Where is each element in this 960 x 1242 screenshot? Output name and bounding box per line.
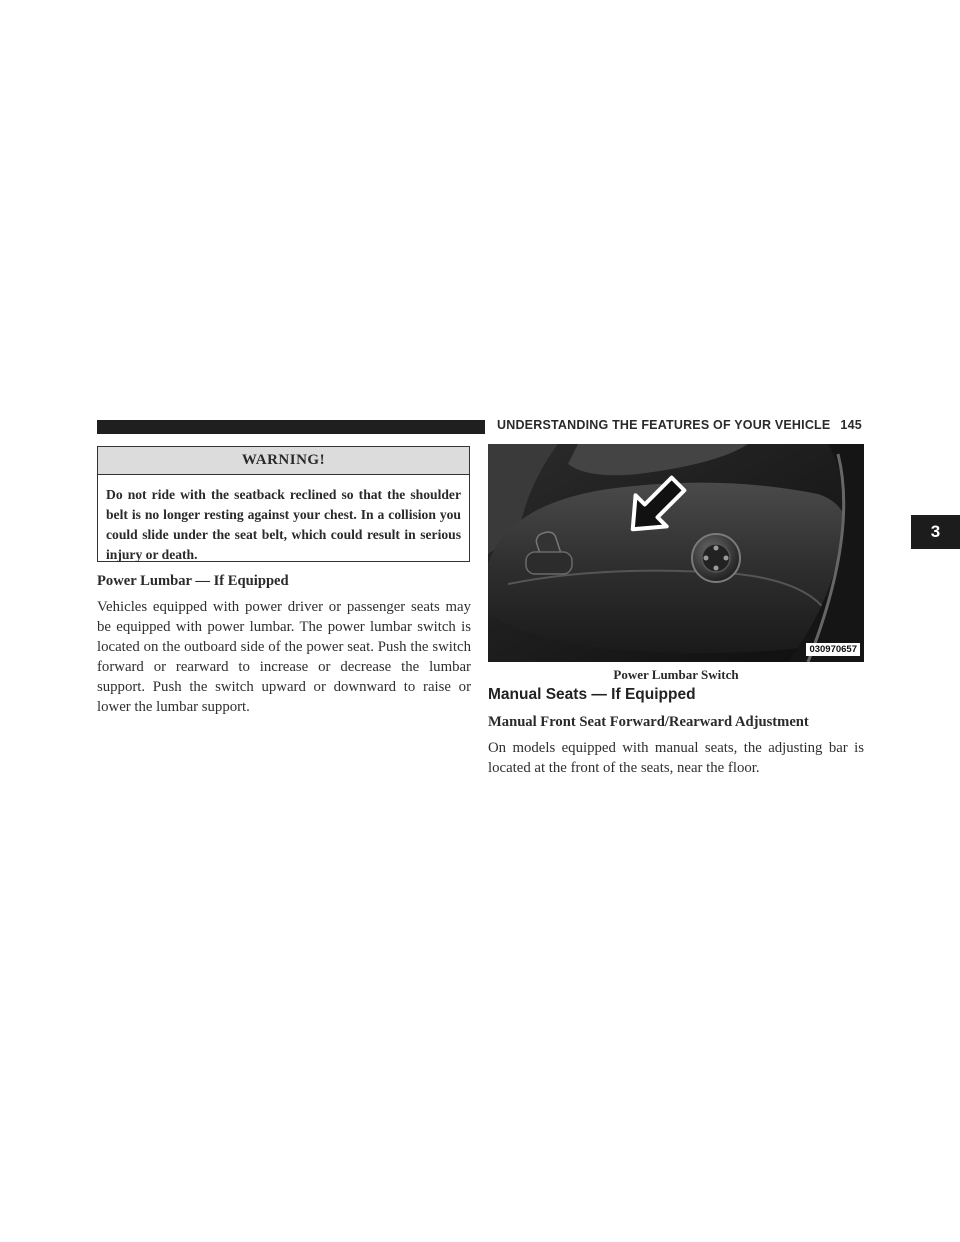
manual-seats-body: On models equipped with manual seats, the adjusting bar is located at the front of the seats, near the floor. <box>488 740 864 776</box>
warning-heading: WARNING! <box>98 447 469 475</box>
manual-seats-heading: Manual Seats — If Equipped <box>488 686 696 703</box>
header-title: UNDERSTANDING THE FEATURES OF YOUR VEHICLE <box>497 418 831 432</box>
running-header <box>497 418 862 432</box>
power-lumbar-photo <box>488 444 864 662</box>
power-lumbar-heading: Power Lumbar — If Equipped <box>97 573 289 589</box>
manual-seat-adjust-heading: Manual Front Seat Forward/Rearward Adjustment <box>488 714 809 730</box>
header-rule <box>97 420 485 434</box>
figure-code: 030970657 <box>806 643 860 656</box>
warning-text: Do not ride with the seatback reclined so that the shoulder belt is no longer resting against your chest. In a collision you could slide under the seat belt, which could result in serious injury or death. <box>106 487 461 562</box>
chapter-tab: 3 <box>911 515 960 549</box>
warning-box <box>97 446 470 562</box>
seat-illustration <box>488 444 864 662</box>
power-lumbar-body: Vehicles equipped with power driver or passenger seats may be equipped with power lumbar. The power lumbar switch is located on the outboard side of the power seat. Push the switch forward or rearward to increase or decrease the lumbar support. Push the switch upward or downward to raise or lower the lumbar support. <box>97 599 471 715</box>
figure-caption: Power Lumbar Switch <box>613 667 739 682</box>
page-number: 145 <box>840 418 862 432</box>
